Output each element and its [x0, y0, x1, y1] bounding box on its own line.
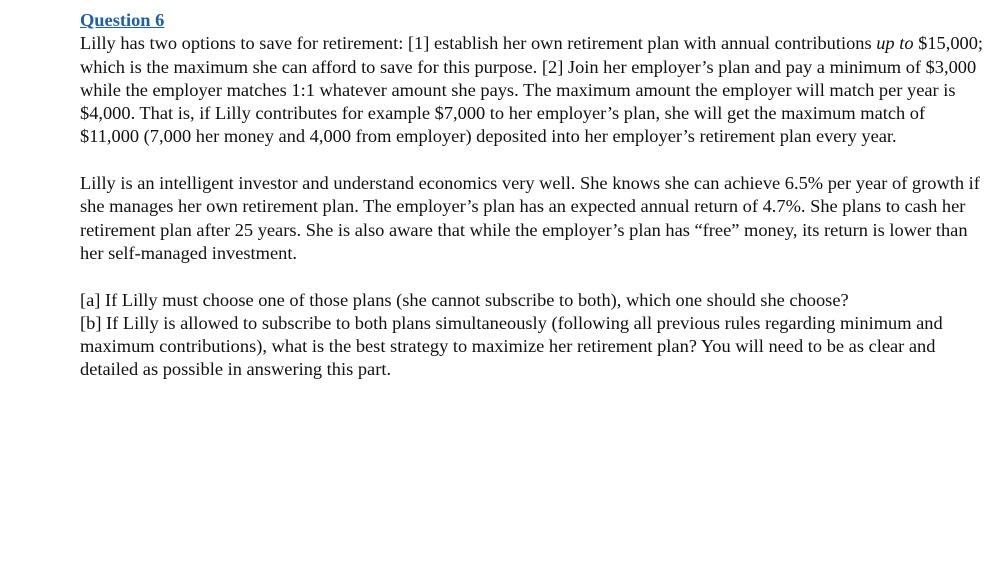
- paragraph-spacer: [80, 265, 985, 288]
- intro-paragraph: [80, 32, 985, 148]
- intro-text-start: Lilly has two options to save for retirement: [1] establish her own retirement plan with annual contributions: [80, 33, 877, 54]
- intro-emphasis: up to: [876, 33, 914, 54]
- question-b: [b] If Lilly is allowed to subscribe to both plans simultaneously (following all previous rules regarding minimum and maximum contributions), what is the best strategy to maximize her retirement plan? You will need to be as clear and detailed as possible in answering this part.: [80, 312, 943, 380]
- question-title[interactable]: Question 6: [80, 10, 165, 30]
- question-a: [a] If Lilly must choose one of those plans (she cannot subscribe to both), which one should she choose?: [80, 289, 849, 310]
- investor-paragraph: Lilly is an intelligent investor and understand economics very well. She knows she can achieve 6.5% per year of growth if she manages her own retirement plan. The employer’s plan has an expected annual return of 4.7%. She plans to cash her retirement plan after 25 years. She is also aware that while the employer’s plan has “free” money, its return is lower than her self-managed investment.: [80, 173, 980, 263]
- document-body: [80, 9, 985, 382]
- paragraph-spacer: [80, 149, 985, 172]
- intro-text-end: $15,000; which is the maximum she can afford to save for this purpose. [2] Join her employer’s plan and pay a minimum of $3,000 while the employer matches 1:1 whatever amount she pays. The maximum amount the employer will match per year is $4,000. That is, if Lilly contributes for example $7,000 to her employer’s plan, she will get the maximum match of $11,000 (7,000 her money and 4,000 from employer) deposited into her employer’s retirement plan every year.: [80, 33, 984, 147]
